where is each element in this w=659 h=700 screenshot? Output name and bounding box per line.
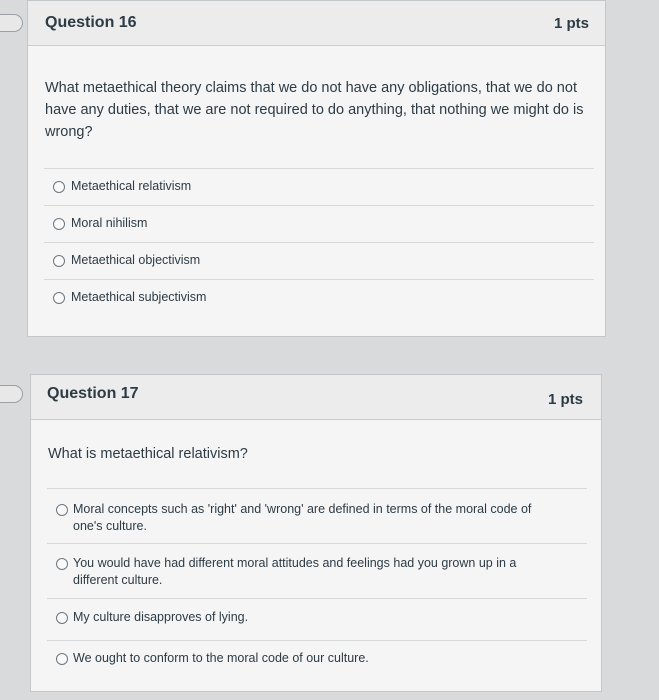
question-16-card: [27, 0, 606, 337]
flag-question-16-icon[interactable]: [0, 14, 23, 32]
answer-option[interactable]: [44, 279, 594, 316]
answer-option[interactable]: [44, 205, 594, 242]
question-16-title: Question 16: [45, 14, 137, 31]
answer-label: Metaethical subjectivism: [71, 290, 207, 304]
answer-label: Metaethical relativism: [71, 179, 192, 193]
answer-option[interactable]: [47, 598, 587, 639]
question-17-card: [30, 374, 602, 692]
question-17-header: [31, 375, 601, 420]
answer-label: Metaethical objectivism: [71, 253, 201, 267]
answer-option[interactable]: [47, 488, 587, 541]
radio-button-icon[interactable]: [56, 504, 68, 516]
flag-question-17-icon[interactable]: [0, 385, 23, 403]
answer-option[interactable]: [47, 640, 587, 681]
radio-button-icon[interactable]: [53, 181, 65, 193]
answer-option[interactable]: [47, 543, 587, 596]
question-17-title: Question 17: [47, 385, 139, 402]
question-16-text: What metaethical theory claims that we do not have any obligations, that we do not have any duties, that we are not required to do anything, that nothing we might do is wrong?: [45, 80, 584, 140]
question-16-header: [28, 1, 605, 46]
radio-button-icon[interactable]: [56, 558, 68, 570]
radio-button-icon[interactable]: [56, 653, 68, 665]
answer-label: We ought to conform to the moral code of our culture.: [73, 651, 369, 665]
question-16-points: 1 pts: [553, 15, 589, 32]
answer-label: My culture disapproves of lying.: [73, 610, 249, 624]
radio-button-icon[interactable]: [53, 255, 65, 267]
answer-label: Moral concepts such as 'right' and 'wrong' are defined in terms of the moral code of one's culture.: [73, 502, 532, 533]
question-17-text: What is metaethical relativism?: [48, 446, 248, 462]
answer-option[interactable]: [44, 168, 594, 205]
answer-label: You would have had different moral attitudes and feelings had you grown up in a different culture.: [73, 556, 517, 587]
answer-label: Moral nihilism: [71, 216, 148, 230]
radio-button-icon[interactable]: [53, 292, 65, 304]
radio-button-icon[interactable]: [56, 612, 68, 624]
answer-option[interactable]: [44, 242, 594, 279]
question-17-points: 1 pts: [547, 391, 583, 408]
radio-button-icon[interactable]: [53, 218, 65, 230]
